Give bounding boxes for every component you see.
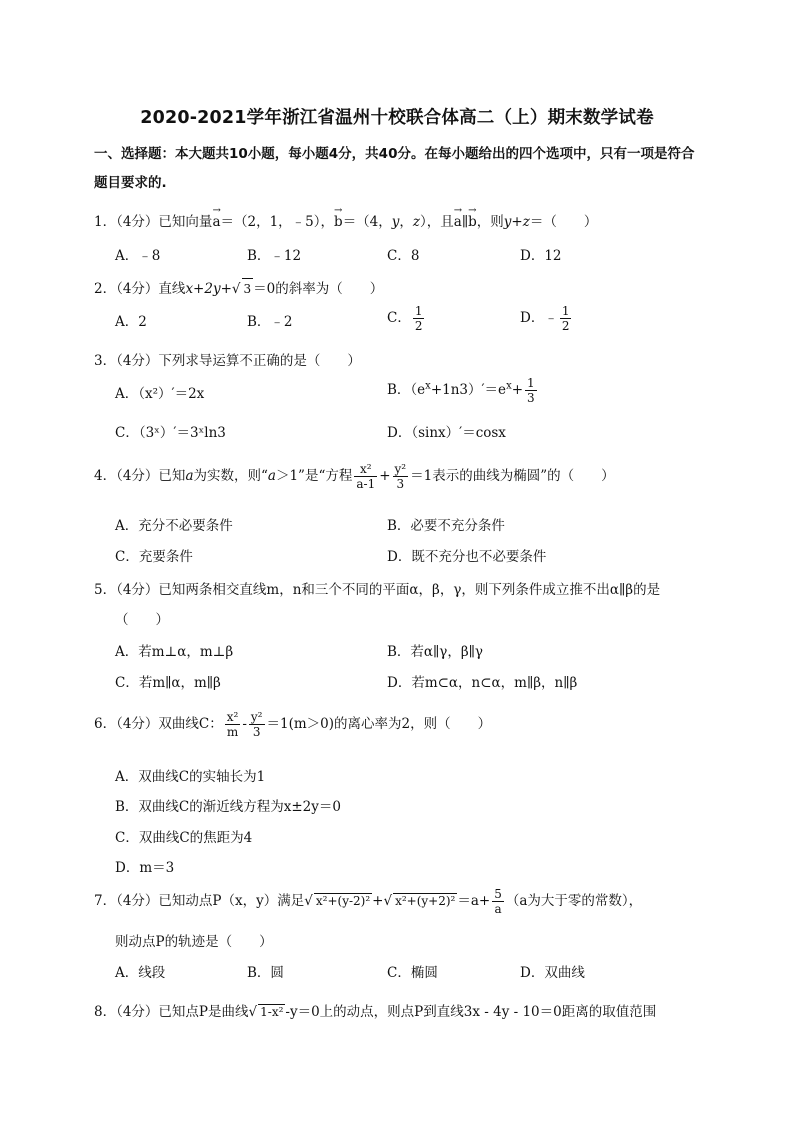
q2-equation: x+2y+ — [185, 281, 232, 297]
fraction-numerator: 1 — [527, 376, 535, 390]
q4-option-d: D．既不充分也不必要条件 — [387, 549, 547, 565]
q4-option-b: B．必要不充分条件 — [387, 518, 505, 534]
q5-option-b: B．若α∥γ，β∥γ — [387, 644, 483, 660]
q4-cond-var: a — [267, 468, 276, 484]
q2-text-a: 2．（4分）直线 — [94, 281, 186, 297]
fraction-denominator: 2 — [414, 319, 423, 333]
q1-comma: ， — [399, 214, 413, 230]
q3-option-d: D．（sinx）′＝cosx — [387, 425, 506, 441]
fraction-denominator: 2 — [561, 319, 570, 333]
q2-option-c-label: C． — [387, 310, 411, 326]
q4-text-a: 4．（4分）已知 — [94, 468, 186, 484]
q3-b-exp: x — [425, 380, 431, 392]
q2-option-d-label: D．﹣ — [520, 310, 558, 326]
q2-text-b: ＝0的斜率为（ ） — [253, 281, 384, 297]
q7-equals: ＝a+ — [457, 893, 491, 909]
q8-text-b: -y＝0上的动点，则点P到直线3x - 4y - 10＝0距离的取值范围 — [285, 1004, 657, 1020]
section-heading: 一、选择题：本大题共10小题，每小题4分，共40分。在每小题给出的四个选项中，只有一项是符合题目要求的. — [94, 146, 695, 191]
q1-text-c: ＝（4， — [342, 214, 392, 230]
q3-b-plus: + — [511, 382, 524, 398]
fraction-numerator: x² — [226, 710, 239, 724]
q6-fraction-2 — [249, 710, 265, 739]
question-7-stem-2: 则动点P的轨迹是（ ） — [115, 934, 273, 950]
question-5-stem: 5．（4分）已知两条相交直线m，n和三个不同的平面α，β，γ，则下列条件成立推不出α∥β的是 — [94, 582, 661, 598]
q7-text-a: 7．（4分）已知动点P（x，y）满足 — [94, 893, 305, 909]
q4-option-a: A．充分不必要条件 — [115, 518, 233, 534]
q4-text-b: 为实数，则“ — [193, 468, 268, 484]
q6-option-d: D．m＝3 — [115, 860, 175, 876]
fraction-numerator: 1 — [414, 304, 423, 318]
q1-sum: y+z — [503, 214, 530, 230]
q8-sqrt: 1-x² — [260, 1005, 284, 1019]
q1-text-a: 1．（4分）已知向量 — [94, 214, 213, 230]
q6-text-a: 6．（4分）双曲线C： — [94, 716, 223, 732]
q2-option-c-fraction — [413, 304, 425, 333]
q6-option-a: A．双曲线C的实轴长为1 — [115, 769, 266, 785]
fraction-denominator: 3 — [396, 477, 405, 491]
q7-sqrt-2: x²+(y+2)² — [395, 894, 456, 908]
q2-sqrt: 3 — [242, 278, 254, 299]
q1-text-d: ），且 — [420, 214, 454, 230]
q7-option-b: B．圆 — [247, 965, 284, 981]
question-2-stem: 2．（4分）直线x+2y+√ 3 ＝0的斜率为（ ） — [94, 278, 383, 299]
vector-a: → a — [212, 212, 220, 232]
question-8-stem: 8．（4分）已知点P是曲线√ 1-x² -y＝0上的动点，则点P到直线3x - 4y - 10＝0距离的取值范围 — [94, 1004, 657, 1020]
q5-option-a: A．若m⊥α，m⊥β — [115, 644, 234, 660]
q6-minus: - — [242, 716, 247, 732]
q8-text-a: 8．（4分）已知点P是曲线 — [94, 1004, 249, 1020]
vector-b: → b — [334, 212, 343, 232]
q1-option-b: B．﹣12 — [247, 248, 302, 264]
q4-text-d: ＝1表示的曲线为椭圆”的（ ） — [410, 468, 615, 484]
q1-option-a: A．﹣8 — [115, 248, 161, 264]
q1-text-f: ，则 — [476, 214, 504, 230]
fraction-denominator: m — [226, 725, 239, 739]
q6-fraction-1 — [225, 710, 241, 739]
q3-b-fraction — [525, 376, 537, 405]
q7-option-d: D．双曲线 — [520, 965, 585, 981]
question-4-stem — [94, 462, 615, 491]
question-3-stem: 3．（4分）下列求导运算不正确的是（ ） — [94, 353, 361, 369]
q1-var-z: z — [412, 214, 421, 230]
q4-plus: + — [379, 468, 391, 484]
q4-text-c: ＞1”是“方程 — [275, 468, 353, 484]
fraction-numerator: 1 — [561, 304, 570, 318]
question-6-stem — [94, 710, 491, 739]
fraction-denominator: 3 — [252, 725, 261, 739]
q7-sqrt-1: x²+(y-2)² — [315, 894, 371, 908]
q2-option-d-fraction — [560, 304, 572, 333]
q4-fraction-2 — [393, 462, 409, 491]
q6-option-b: B．双曲线C的渐近线方程为x±2y＝0 — [115, 799, 341, 815]
q3-b-exp-2: x — [506, 380, 512, 392]
q1-option-d: D．12 — [520, 248, 562, 264]
q2-option-d — [520, 304, 573, 333]
q3-option-b — [387, 376, 539, 405]
q3-option-a: A．（x²）′＝2x — [115, 386, 205, 402]
q3-b-text-b: +1n3）′＝e — [430, 382, 507, 398]
q4-option-c: C．充要条件 — [115, 549, 193, 565]
q4-var-a: a — [185, 468, 194, 484]
q1-text-g: ＝（ ） — [529, 214, 598, 230]
question-7-stem: 7．（4分）已知动点P（x，y）满足√ x²+(y-2)² +√ x²+(y+2)² ＝a+ $\frac{5}{a}$ （a为大于零的常数）， — [94, 887, 643, 916]
vector-b-2: → b — [468, 212, 477, 232]
fraction-denominator: a-1 — [356, 477, 376, 491]
q1-option-c: C．8 — [387, 248, 420, 264]
q4-fraction-1 — [354, 462, 377, 491]
fraction-numerator: 5 — [494, 887, 502, 901]
q2-option-c — [387, 304, 426, 333]
q7-option-a: A．线段 — [115, 965, 166, 981]
q6-text-b: ＝1(m＞0)的离心率为2，则（ ） — [266, 716, 492, 732]
q7-plus: + — [372, 893, 384, 909]
q3-b-text-a: B．（e — [387, 382, 426, 398]
q1-text-b: ＝（2，1，﹣5）， — [220, 214, 335, 230]
q2-option-a: A．2 — [115, 314, 147, 330]
q2-option-b: B．﹣2 — [247, 314, 293, 330]
question-1-stem — [94, 212, 597, 232]
fraction-numerator: y² — [394, 462, 407, 476]
q7-fraction — [492, 887, 504, 916]
vector-a-2: → a — [454, 212, 462, 232]
fraction-denominator: 3 — [527, 391, 535, 405]
fraction-numerator: x² — [354, 462, 377, 477]
q5-option-c: C．若m∥α，m∥β — [115, 675, 221, 691]
exam-title: 2020-2021学年浙江省温州十校联合体高二（上）期末数学试卷 — [140, 108, 654, 128]
q3-option-c: C．（3ˣ）′＝3ˣln3 — [115, 425, 226, 441]
q1-var-y: y — [391, 214, 400, 230]
fraction-numerator: y² — [250, 710, 263, 724]
fraction-denominator: a — [494, 902, 502, 916]
q7-option-c: C．椭圆 — [387, 965, 438, 981]
question-5-blank: （ ） — [115, 612, 169, 628]
q5-option-d: D．若m⊂α，n⊂α，m∥β，n∥β — [387, 675, 578, 691]
q6-option-c: C．双曲线C的焦距为4 — [115, 830, 253, 846]
q1-parallel: ∥ — [461, 214, 469, 230]
q7-text-b: （a为大于零的常数）， — [505, 893, 643, 909]
